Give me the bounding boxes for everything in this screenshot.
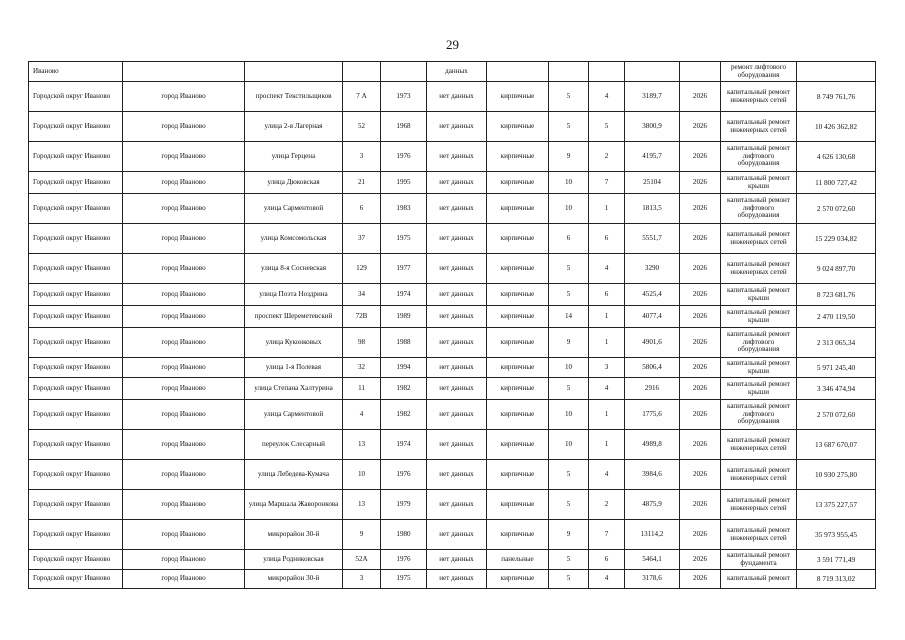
table-row [29,142,876,172]
house-number-cell: 11 [343,378,381,400]
street-cell: улица Сарментовой [245,194,343,224]
plan-year-cell: 2026 [680,82,721,112]
floors-cell: 10 [549,194,589,224]
entrances-cell: 2 [589,490,625,520]
district-cell: Городской округ Иваново [29,400,123,430]
street-cell: улица Маршала Жаворонкова [245,490,343,520]
district-cell: Городской округ Иваново [29,520,123,550]
plan-year-cell [680,62,721,82]
wall-material-cell: кирпичные [487,172,549,194]
area-cell: 5464,1 [625,550,680,570]
district-cell: Городской округ Иваново [29,224,123,254]
work-type-cell: капитальный ремонт крыши [721,172,797,194]
table-row [29,570,876,589]
house-number-cell: 32 [343,358,381,378]
street-cell: переулок Слесарный [245,430,343,460]
fire-safety-cell: нет данных [427,570,487,589]
table-body [29,62,876,589]
city-cell: город Иваново [123,112,245,142]
house-number-cell: 13 [343,430,381,460]
area-cell [625,62,680,82]
entrances-cell [589,62,625,82]
city-cell: город Иваново [123,400,245,430]
city-cell: город Иваново [123,358,245,378]
work-type-cell: капитальный ремонт [721,570,797,589]
fire-safety-cell: нет данных [427,112,487,142]
city-cell: город Иваново [123,142,245,172]
fire-safety-cell: нет данных [427,142,487,172]
table-row [29,520,876,550]
area-cell: 3984,6 [625,460,680,490]
area-cell: 25104 [625,172,680,194]
wall-material-cell: кирпичные [487,224,549,254]
table-row [29,172,876,194]
work-type-cell: капитальный ремонт инженерных сетей [721,112,797,142]
work-type-cell: капитальный ремонт лифтового оборудования [721,400,797,430]
street-cell: улица 1-я Полевая [245,358,343,378]
build-year-cell: 1974 [381,284,427,306]
work-type-cell: капитальный ремонт инженерных сетей [721,490,797,520]
area-cell: 4195,7 [625,142,680,172]
street-cell: улица Родниковская [245,550,343,570]
city-cell: город Иваново [123,306,245,328]
wall-material-cell: кирпичные [487,378,549,400]
street-cell: улица Куконковых [245,328,343,358]
city-cell [123,62,245,82]
work-type-cell: капитальный ремонт инженерных сетей [721,254,797,284]
city-cell: город Иваново [123,460,245,490]
house-number-cell: 129 [343,254,381,284]
area-cell: 2916 [625,378,680,400]
city-cell: город Иваново [123,172,245,194]
floors-cell: 5 [549,254,589,284]
wall-material-cell: панельные [487,550,549,570]
work-type-cell: капитальный ремонт инженерных сетей [721,520,797,550]
wall-material-cell: кирпичные [487,570,549,589]
table-row [29,82,876,112]
build-year-cell [381,62,427,82]
house-number-cell: 72В [343,306,381,328]
floors-cell: 5 [549,570,589,589]
wall-material-cell: кирпичные [487,328,549,358]
build-year-cell: 1975 [381,224,427,254]
work-type-cell: капитальный ремонт крыши [721,306,797,328]
table-row [29,460,876,490]
wall-material-cell: кирпичные [487,194,549,224]
district-cell: Городской округ Иваново [29,460,123,490]
work-type-cell: капитальный ремонт инженерных сетей [721,82,797,112]
fire-safety-cell: нет данных [427,306,487,328]
entrances-cell: 1 [589,194,625,224]
city-cell: город Иваново [123,328,245,358]
build-year-cell: 1983 [381,194,427,224]
district-cell: Городской округ Иваново [29,358,123,378]
cost-cell: 4 626 130,68 [797,142,876,172]
floors-cell: 14 [549,306,589,328]
cost-cell: 13 375 227,57 [797,490,876,520]
fire-safety-cell: нет данных [427,328,487,358]
floors-cell: 10 [549,400,589,430]
plan-year-cell: 2026 [680,490,721,520]
build-year-cell: 1975 [381,570,427,589]
plan-year-cell: 2026 [680,172,721,194]
plan-year-cell: 2026 [680,570,721,589]
plan-year-cell: 2026 [680,460,721,490]
wall-material-cell: кирпичные [487,82,549,112]
district-cell: Городской округ Иваново [29,306,123,328]
build-year-cell: 1968 [381,112,427,142]
build-year-cell: 1979 [381,490,427,520]
plan-year-cell: 2026 [680,358,721,378]
street-cell: улица 2-я Лагерная [245,112,343,142]
cost-cell: 13 687 670,07 [797,430,876,460]
entrances-cell: 2 [589,142,625,172]
house-number-cell: 37 [343,224,381,254]
city-cell: город Иваново [123,82,245,112]
work-type-cell: капитальный ремонт инженерных сетей [721,460,797,490]
city-cell: город Иваново [123,570,245,589]
work-type-cell: капитальный ремонт инженерных сетей [721,430,797,460]
district-cell: Городской округ Иваново [29,378,123,400]
wall-material-cell: кирпичные [487,112,549,142]
floors-cell: 10 [549,358,589,378]
city-cell: город Иваново [123,520,245,550]
work-type-cell: капитальный ремонт крыши [721,358,797,378]
page-number: 29 [446,37,459,52]
table-row [29,400,876,430]
city-cell: город Иваново [123,490,245,520]
district-cell: Городской округ Иваново [29,194,123,224]
house-number-cell: 3 [343,570,381,589]
build-year-cell: 1977 [381,254,427,284]
work-type-cell: капитальный ремонт фундамента [721,550,797,570]
wall-material-cell: кирпичные [487,520,549,550]
fire-safety-cell: нет данных [427,82,487,112]
area-cell: 5551,7 [625,224,680,254]
house-number-cell: 10 [343,460,381,490]
floors-cell: 9 [549,520,589,550]
floors-cell: 5 [549,490,589,520]
table-row [29,328,876,358]
district-cell: Городской округ Иваново [29,328,123,358]
table-row [29,430,876,460]
wall-material-cell: кирпичные [487,254,549,284]
cost-cell: 9 024 897,70 [797,254,876,284]
table-row [29,194,876,224]
work-type-cell: капитальный ремонт крыши [721,284,797,306]
entrances-cell: 6 [589,284,625,306]
floors-cell: 6 [549,224,589,254]
area-cell: 4901,6 [625,328,680,358]
cost-cell: 11 800 727,42 [797,172,876,194]
cost-cell: 8 723 681,76 [797,284,876,306]
fire-safety-cell: нет данных [427,254,487,284]
plan-year-cell: 2026 [680,400,721,430]
area-cell: 3189,7 [625,82,680,112]
area-cell: 13114,2 [625,520,680,550]
area-cell: 1813,5 [625,194,680,224]
area-cell: 3290 [625,254,680,284]
fire-safety-cell: нет данных [427,172,487,194]
street-cell: микрорайон 30-й [245,570,343,589]
table-row [29,358,876,378]
wall-material-cell: кирпичные [487,142,549,172]
build-year-cell: 1974 [381,430,427,460]
cost-cell: 2 470 119,50 [797,306,876,328]
house-number-cell: 21 [343,172,381,194]
district-cell: Городской округ Иваново [29,112,123,142]
cost-cell: 3 591 771,49 [797,550,876,570]
street-cell: проспект Текстильщиков [245,82,343,112]
fire-safety-cell: нет данных [427,284,487,306]
house-number-cell: 52А [343,550,381,570]
entrances-cell: 4 [589,254,625,284]
street-cell [245,62,343,82]
cost-cell: 3 346 474,94 [797,378,876,400]
street-cell: улица Степана Халтурина [245,378,343,400]
build-year-cell: 1976 [381,460,427,490]
area-cell: 4989,8 [625,430,680,460]
fire-safety-cell: нет данных [427,460,487,490]
district-cell: Иваново [29,62,123,82]
entrances-cell: 1 [589,430,625,460]
plan-year-cell: 2026 [680,328,721,358]
district-cell: Городской округ Иваново [29,570,123,589]
plan-year-cell: 2026 [680,112,721,142]
area-cell: 4077,4 [625,306,680,328]
entrances-cell: 7 [589,172,625,194]
fire-safety-cell: нет данных [427,550,487,570]
plan-year-cell: 2026 [680,254,721,284]
cost-cell: 5 971 245,40 [797,358,876,378]
build-year-cell: 1989 [381,306,427,328]
city-cell: город Иваново [123,224,245,254]
cost-cell: 2 570 072,60 [797,194,876,224]
city-cell: город Иваново [123,284,245,306]
wall-material-cell: кирпичные [487,460,549,490]
entrances-cell: 3 [589,358,625,378]
wall-material-cell: кирпичные [487,358,549,378]
floors-cell: 5 [549,550,589,570]
build-year-cell: 1976 [381,142,427,172]
table-row [29,112,876,142]
district-cell: Городской округ Иваново [29,284,123,306]
fire-safety-cell: нет данных [427,224,487,254]
floors-cell: 5 [549,460,589,490]
entrances-cell: 1 [589,328,625,358]
table-row [29,62,876,82]
entrances-cell: 1 [589,400,625,430]
cost-cell: 8 719 313,02 [797,570,876,589]
entrances-cell: 6 [589,550,625,570]
cost-cell [797,62,876,82]
plan-year-cell: 2026 [680,284,721,306]
table-row [29,550,876,570]
wall-material-cell: кирпичные [487,400,549,430]
table-row [29,378,876,400]
table-row [29,224,876,254]
build-year-cell: 1973 [381,82,427,112]
floors-cell: 5 [549,112,589,142]
street-cell: проспект Шереметевский [245,306,343,328]
area-cell: 5806,4 [625,358,680,378]
wall-material-cell: кирпичные [487,306,549,328]
house-number-cell: 3 [343,142,381,172]
entrances-cell: 4 [589,378,625,400]
plan-year-cell: 2026 [680,378,721,400]
street-cell: микрорайон 30-й [245,520,343,550]
entrances-cell: 4 [589,570,625,589]
plan-year-cell: 2026 [680,224,721,254]
fire-safety-cell: нет данных [427,400,487,430]
entrances-cell: 4 [589,82,625,112]
fire-safety-cell: нет данных [427,358,487,378]
work-type-cell: капитальный ремонт лифтового оборудования [721,142,797,172]
floors-cell: 10 [549,172,589,194]
fire-safety-cell: нет данных [427,520,487,550]
entrances-cell: 5 [589,112,625,142]
plan-year-cell: 2026 [680,520,721,550]
entrances-cell: 1 [589,306,625,328]
house-number-cell: 98 [343,328,381,358]
cost-cell: 2 570 072,60 [797,400,876,430]
work-type-cell: капитальный ремонт лифтового оборудования [721,328,797,358]
city-cell: город Иваново [123,550,245,570]
table-row [29,490,876,520]
district-cell: Городской округ Иваново [29,82,123,112]
house-number-cell: 13 [343,490,381,520]
area-cell: 3800,9 [625,112,680,142]
floors-cell: 5 [549,378,589,400]
plan-year-cell: 2026 [680,142,721,172]
cost-cell: 35 973 955,45 [797,520,876,550]
street-cell: улица Лебедева-Кумача [245,460,343,490]
floors-cell: 9 [549,328,589,358]
city-cell: город Иваново [123,378,245,400]
street-cell: улица Сарментовой [245,400,343,430]
house-number-cell: 6 [343,194,381,224]
house-number-cell: 4 [343,400,381,430]
district-cell: Городской округ Иваново [29,142,123,172]
street-cell: улица Поэта Ноздрина [245,284,343,306]
area-cell: 3178,6 [625,570,680,589]
city-cell: город Иваново [123,254,245,284]
fire-safety-cell: нет данных [427,378,487,400]
floors-cell: 9 [549,142,589,172]
fire-safety-cell: нет данных [427,490,487,520]
cost-cell: 8 749 761,76 [797,82,876,112]
city-cell: город Иваново [123,194,245,224]
fire-safety-cell: нет данных [427,430,487,460]
house-number-cell: 34 [343,284,381,306]
cost-cell: 10 930 275,80 [797,460,876,490]
wall-material-cell [487,62,549,82]
street-cell: улица Герцена [245,142,343,172]
wall-material-cell: кирпичные [487,490,549,520]
build-year-cell: 1994 [381,358,427,378]
work-type-cell: капитальный ремонт крыши [721,378,797,400]
house-number-cell: 52 [343,112,381,142]
house-number-cell: 9 [343,520,381,550]
build-year-cell: 1982 [381,400,427,430]
table-row [29,284,876,306]
build-year-cell: 1988 [381,328,427,358]
build-year-cell: 1982 [381,378,427,400]
district-cell: Городской округ Иваново [29,550,123,570]
plan-year-cell: 2026 [680,550,721,570]
entrances-cell: 6 [589,224,625,254]
plan-year-cell: 2026 [680,194,721,224]
house-number-cell [343,62,381,82]
cost-cell: 10 426 362,82 [797,112,876,142]
cost-cell: 2 313 065,34 [797,328,876,358]
build-year-cell: 1980 [381,520,427,550]
district-cell: Городской округ Иваново [29,430,123,460]
street-cell: улица Дюковская [245,172,343,194]
floors-cell: 5 [549,82,589,112]
entrances-cell: 4 [589,460,625,490]
house-number-cell: 7 А [343,82,381,112]
district-cell: Городской округ Иваново [29,172,123,194]
fire-safety-cell: данных [427,62,487,82]
plan-year-cell: 2026 [680,306,721,328]
table-row [29,306,876,328]
work-type-cell: капитальный ремонт лифтового оборудования [721,194,797,224]
wall-material-cell: кирпичные [487,284,549,306]
area-cell: 4525,4 [625,284,680,306]
work-type-cell: ремонт лифтового оборудования [721,62,797,82]
build-year-cell: 1976 [381,550,427,570]
city-cell: город Иваново [123,430,245,460]
floors-cell: 5 [549,284,589,306]
table-row [29,254,876,284]
plan-year-cell: 2026 [680,430,721,460]
district-cell: Городской округ Иваново [29,254,123,284]
floors-cell: 10 [549,430,589,460]
work-type-cell: капитальный ремонт инженерных сетей [721,224,797,254]
street-cell: улица Комсомольская [245,224,343,254]
fire-safety-cell: нет данных [427,194,487,224]
cost-cell: 15 229 034,82 [797,224,876,254]
area-cell: 4875,9 [625,490,680,520]
build-year-cell: 1995 [381,172,427,194]
street-cell: улица 8-я Сосневская [245,254,343,284]
floors-cell [549,62,589,82]
housing-repair-table [28,61,876,589]
wall-material-cell: кирпичные [487,430,549,460]
area-cell: 1775,6 [625,400,680,430]
entrances-cell: 7 [589,520,625,550]
district-cell: Городской округ Иваново [29,490,123,520]
